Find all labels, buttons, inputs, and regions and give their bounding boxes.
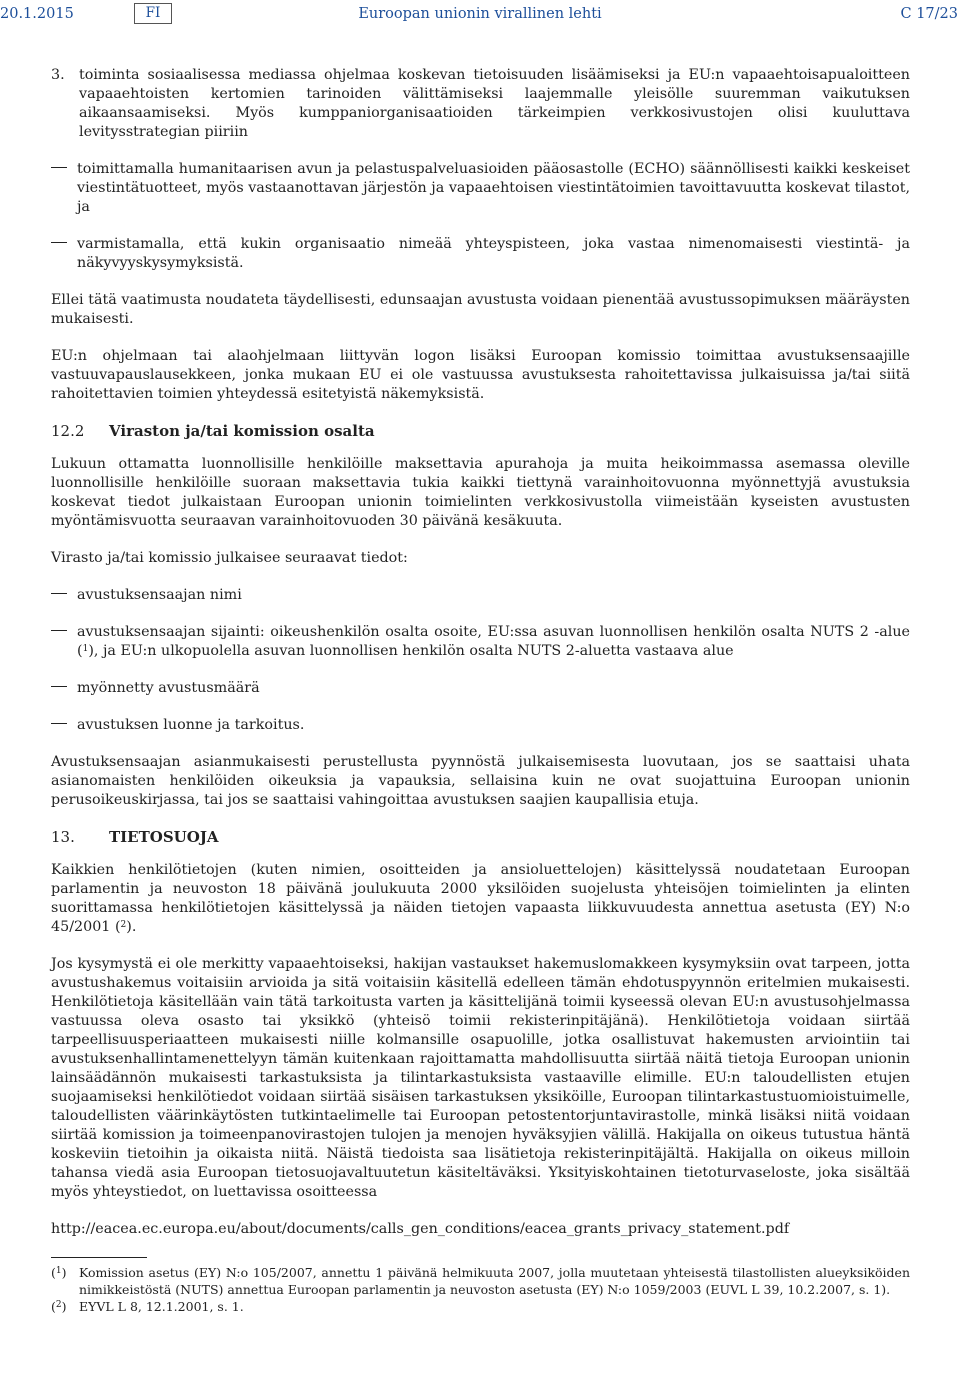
list-item-number: 3.	[51, 67, 65, 83]
dash-item-text: toimittamalla humanitaarisen avun ja pelastuspalveluasioiden pääosastolle (ECHO) säännöllisesti kaikki keskeiset viestintätuotteet, myös vastaanottavan järjestön ja vapaaehtoisen viestintätoimien tavoittavuutta koskevat tilastot, ja	[77, 161, 910, 215]
paren: (	[51, 1299, 56, 1314]
paragraph: Avustuksensaajan asianmukaisesti perustellusta pyynnöstä julkaisemisesta luovutaan, jos se saattaisi uhata asianomaisten henkilöiden oikeuksia ja vapauksia, sellaisina kuin ne ovat suojattuina Euroopan unionin perusoikeuskirjassa, tai jos se saattaisi vahingoittaa avustuksen saajien kaupallisia etuja.	[51, 754, 910, 808]
section-title: Viraston ja/tai komission osalta	[109, 422, 375, 440]
dash-item	[51, 235, 910, 273]
section-number: 12.2	[51, 422, 85, 440]
dash-item	[51, 160, 910, 217]
footnote-text: EYVL L 8, 12.1.2001, s. 1.	[79, 1299, 244, 1314]
section-number: 13.	[51, 828, 75, 846]
dash-item-text: avustuksensaajan nimi	[77, 587, 242, 603]
paren: (	[51, 1265, 56, 1280]
text-fragment: ), ja EU:n ulkopuolella asuvan luonnollisen henkilön osalta NUTS 2-aluetta vastaava alue	[88, 643, 734, 659]
footnote-text: Komission asetus (EY) N:o 105/2007, annettu 1 päivänä helmikuuta 2007, jolla muutetaan yhteisestä tilastollisten alueyksiköiden nimikkeistöstä (NUTS) annettua Euroopan parlamentin ja neuvoston asetusta (EY) N:o 1059/2003 (EUVL L 39, 10.2.2007, s. 1).	[79, 1265, 910, 1297]
dash-item	[51, 623, 910, 661]
dash-marker-icon	[51, 679, 77, 698]
page-header	[0, 0, 960, 30]
paragraph: Jos kysymystä ei ole merkitty vapaaehtoiseksi, hakijan vastaukset hakemuslomakkeen kysymyksiin ovat tarpeen, jotta avustushakemus voitaisiin arvioida ja sitä voitaisiin käsitellä edelleen tämän ehdotuspyynnön eritelmien mukaisesti. Henkilötietoja käsitellään vain tätä tarkoitusta varten ja käsittelijänä toimii kyseessä olevan EU:n avustusohjelmassa vastuussa oleva osasto tai yksikkö (yhteisö toimii rekisterinpitäjänä). Henkilötietoja voidaan siirtää tarpeellisuusperiaatteen mukaisesti niille kolmansille osapuolille, jotka osallistuvat hakemusten arviointiin tai avustuksenhallintamenettelyyn tämän kuitenkaan rajoittamatta mahdollisuutta siirtää näitä tietoja Euroopan unionin lainsäädännön mukaisesti tarkastuksista ja tilintarkastuksista vastaaville elimille. EU:n taloudellisten etujen suojaamiseksi henkilötiedot voidaan siirtää sisäisen tarkastuksen yksiköille, Euroopan tilintarkastustuomioistuimelle, taloudellisten väärinkäytösten tutkintaelimelle tai Euroopan petostentorjuntavirastolle, minkä lisäksi niitä voidaan siirtää komission ja toimeenpanovirastojen tulojen ja menojen hyväksyjien välillä. Hakijalla on oikeus tutustua häntä koskeviin tietoihin ja oikaista niitä. Näistä tiedoista saa lisätietoja rekisterinpitäjältä. Hakijalla on oikeus milloin tahansa viedä asia Euroopan tietosuojavaltuutetun käsiteltäväksi. Yksityiskohtainen tietoturvaseloste, joka sisältää myös yhteystiedot, on luettavissa osoitteessa	[51, 956, 910, 1200]
header-date: 20.1.2015	[0, 6, 74, 22]
dash-marker-icon	[51, 586, 77, 605]
dash-marker-icon	[51, 160, 77, 217]
list-item-text: toiminta sosiaalisessa mediassa ohjelmaa koskevan tietoisuuden lisäämiseksi ja EU:n vapaaehtoisapualoitteen vapaaehtoisten kertomien tarinoiden välittämiseksi laajemmalle yleisölle suuremman vaikutuksen aikaansaamiseksi. Myös kumppaniorganisaatioiden tärkeimpien verkkosivustojen olisi kuuluttava levitysstrategian piiriin	[79, 67, 910, 140]
dash-item-text	[77, 623, 910, 661]
privacy-statement-link[interactable]: http://eacea.ec.europa.eu/about/documents/calls_gen_conditions/eacea_grants_privacy_statement.pdf	[51, 1221, 790, 1237]
text-fragment: Kaikkien henkilötietojen (kuten nimien, osoitteiden ja ansioluettelojen) käsittelyssä noudatetaan Euroopan parlamentin ja neuvoston 18 päivänä joulukuuta 2000 yksilöiden suojelusta yhteisöjen toimielinten ja elinten suorittamassa henkilötietojen käsittelyssä ja näiden tietojen vapaasta liikkuvuudesta annettua asetusta (EY) N:o 45/2001 (	[51, 862, 910, 935]
footnote-number: 1	[55, 1266, 62, 1276]
header-journal-title: Euroopan unionin virallinen lehti	[358, 6, 602, 22]
paren: )	[61, 1299, 67, 1314]
dash-item-text: avustuksen luonne ja tarkoitus.	[77, 717, 305, 733]
footnote-ref[interactable]: 1	[82, 644, 89, 654]
header-language-box: FI	[134, 3, 172, 24]
dash-item	[51, 679, 910, 698]
footnote-divider	[51, 1257, 147, 1258]
paragraph: Virasto ja/tai komissio julkaisee seuraavat tiedot:	[51, 550, 408, 566]
paren: )	[61, 1265, 67, 1280]
footnote-mark	[51, 1298, 79, 1315]
dash-marker-icon	[51, 623, 77, 661]
dash-item	[51, 586, 910, 605]
section-title: TIETOSUOJA	[109, 828, 219, 846]
dash-item	[51, 716, 910, 735]
footnote-number: 2	[55, 1300, 62, 1310]
text-fragment: avustuksensaajan sijainti: oikeushenkilön osalta osoite, EU:ssa asuvan luonnollisen henkilön osalta NUTS 2 -alue (	[77, 624, 910, 659]
footnote	[51, 1264, 910, 1298]
section-heading-13	[51, 828, 910, 847]
dash-marker-icon	[51, 716, 77, 735]
paragraph	[51, 861, 910, 937]
footnote-mark	[51, 1264, 79, 1298]
paragraph-reduction: Ellei tätä vaatimusta noudateta täydellisesti, edunsaajan avustusta voidaan pienentää avustussopimuksen määräysten mukaisesti.	[51, 292, 910, 327]
text-fragment: ).	[126, 919, 137, 935]
list-item-3	[51, 66, 910, 142]
dash-item-text: myönnetty avustusmäärä	[77, 680, 260, 696]
paragraph: Lukuun ottamatta luonnollisille henkilöille maksettavia apurahoja ja muita heikoimmassa asemassa oleville luonnollisille henkilöille suoraan maksettavia tukia kaikki tiettynä varainhoitovuonna myönnettyjä avustuksia koskevat tiedot julkaistaan Euroopan unionin toimielinten verkkosivustolla viimeistään kyseisten avustusten myöntämisvuotta seuraavan varainhoitovuoden 30 päivänä kesäkuuta.	[51, 456, 910, 529]
dash-marker-icon	[51, 235, 77, 273]
footnote	[51, 1298, 910, 1315]
header-page-number: C 17/23	[900, 6, 958, 22]
paragraph-disclaimer: EU:n ohjelmaan tai alaohjelmaan liittyvän logon lisäksi Euroopan komissio toimittaa avustuksensaajille vastuuvapauslausekkeen, jonka mukaan EU ei ole vastuussa avustuksesta rahoitettavissa julkaisuissa ja/tai siitä rahoitettavien toimien yhteydessä esitetyistä näkemyksistä.	[51, 348, 910, 402]
section-heading-12-2	[51, 422, 910, 441]
dash-item-text: varmistamalla, että kukin organisaatio nimeää yhteyspisteen, joka vastaa nimenomaisesti viestintä- ja näkyvyyskysymyksistä.	[77, 236, 910, 271]
footnote-ref[interactable]: 2	[120, 920, 127, 930]
document-body	[51, 66, 910, 1315]
